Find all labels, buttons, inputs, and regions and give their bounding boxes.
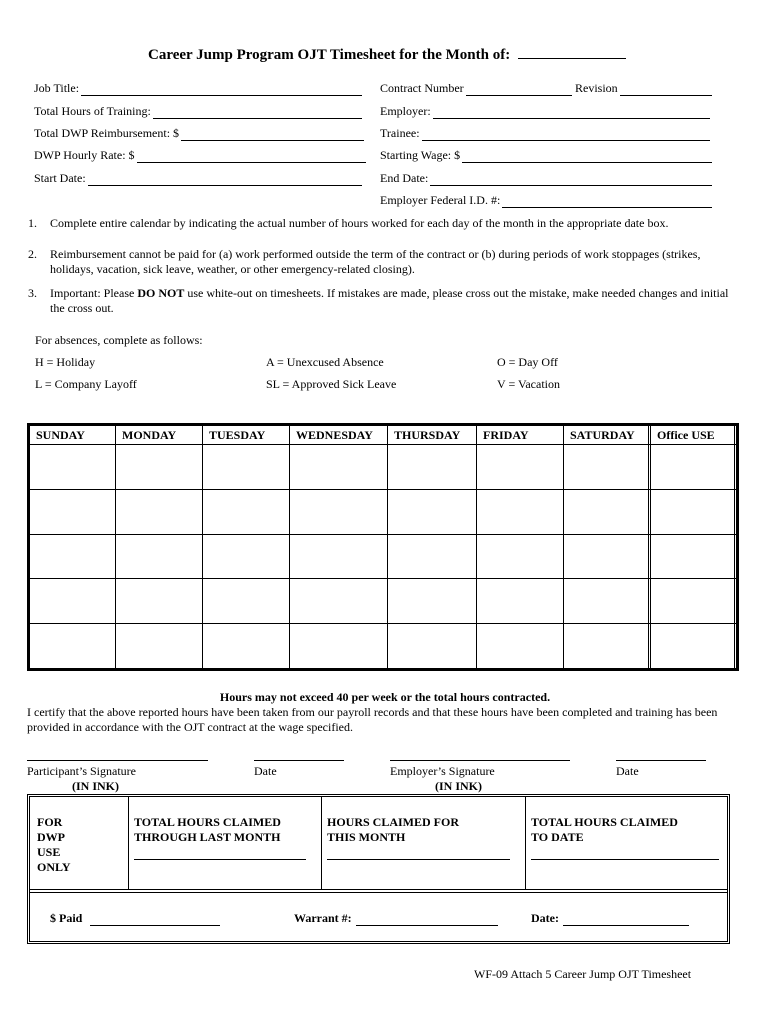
calendar-day-cell[interactable] [30, 624, 116, 669]
calendar-day-cell[interactable] [388, 445, 477, 490]
instruction-text-part: use white-out on timesheets. If mistakes are made, please cross out the mistake, make needed changes and initial the cross out. [50, 286, 729, 315]
employer-signature-line[interactable] [390, 760, 570, 761]
instruction-number: 1. [28, 216, 37, 230]
end-date-label: End Date: [380, 171, 429, 185]
calendar-day-cell[interactable] [477, 624, 564, 669]
dwp-col-hours-to-date [531, 815, 678, 845]
total-dwp-reimbursement-label: Total DWP Reimbursement: $ [34, 126, 180, 140]
dwp-for-line: FOR [37, 815, 63, 829]
participant-ink-note: (IN INK) [72, 779, 119, 793]
instruction-emphasis: DO NOT [137, 286, 185, 300]
calendar-day-cell[interactable] [290, 534, 388, 579]
dwp-col-line: TO DATE [531, 830, 584, 844]
calendar-day-cell[interactable] [116, 579, 203, 624]
employer-date-label: Date [616, 764, 639, 778]
calendar-day-cell[interactable] [203, 489, 290, 534]
total-hours-training-label: Total Hours of Training: [34, 104, 151, 118]
dwp-date-field[interactable] [531, 910, 689, 926]
employer-field[interactable] [380, 103, 710, 119]
paid-field[interactable] [50, 910, 220, 926]
calendar-week-row [30, 489, 738, 534]
calendar-day-cell[interactable] [116, 445, 203, 490]
office-use-cell[interactable] [651, 489, 738, 534]
dwp-hourly-rate-label: DWP Hourly Rate: $ [34, 148, 135, 162]
calendar-day-cell[interactable] [116, 534, 203, 579]
calendar-day-cell[interactable] [116, 624, 203, 669]
federal-id-field[interactable] [380, 192, 712, 208]
calendar-day-cell[interactable] [290, 489, 388, 534]
absence-code-sick-leave: SL = Approved Sick Leave [266, 377, 397, 391]
month-field[interactable] [518, 46, 626, 59]
calendar-day-cell[interactable] [388, 624, 477, 669]
calendar-day-cell[interactable] [203, 579, 290, 624]
contract-number-label: Contract Number [380, 81, 464, 95]
absence-code-unexcused: A = Unexcused Absence [266, 355, 384, 369]
participant-date-line[interactable] [254, 760, 344, 761]
dwp-use-only-box [27, 794, 730, 944]
federal-id-label: Employer Federal I.D. #: [380, 193, 501, 207]
start-date-field[interactable] [34, 170, 362, 186]
dwp-col-line: THROUGH LAST MONTH [134, 830, 281, 844]
dwp-hourly-rate-field[interactable] [34, 147, 366, 163]
calendar-header-friday: FRIDAY [477, 426, 564, 445]
calendar-header-sunday: SUNDAY [30, 426, 116, 445]
instruction-number: 3. [28, 286, 37, 300]
calendar-day-cell[interactable] [564, 579, 651, 624]
paid-label: $ Paid [50, 911, 83, 925]
start-date-label: Start Date: [34, 171, 86, 185]
contract-number-field[interactable] [380, 80, 572, 96]
calendar-header-office-use: Office USE [651, 426, 738, 445]
calendar-day-cell[interactable] [477, 445, 564, 490]
hours-limit-note: Hours may not exceed 40 per week or the total hours contracted. [219, 690, 551, 704]
starting-wage-field[interactable] [380, 147, 712, 163]
absence-code-vacation: V = Vacation [497, 377, 560, 391]
calendar-day-cell[interactable] [116, 489, 203, 534]
hours-this-month-input[interactable] [327, 859, 510, 860]
calendar-week-row [30, 534, 738, 579]
participant-signature-line[interactable] [27, 760, 208, 761]
office-use-cell[interactable] [651, 445, 738, 490]
calendar-day-cell[interactable] [388, 534, 477, 579]
office-use-cell[interactable] [651, 624, 738, 669]
certification-text: I certify that the above reported hours have been taken from our payroll records and that these hours have been completed and training has been provided in accordance with the OJT contract at the wage specified. [27, 705, 718, 734]
calendar-day-cell[interactable] [290, 579, 388, 624]
calendar-day-cell[interactable] [290, 445, 388, 490]
instruction-text [50, 286, 740, 316]
revision-field[interactable] [575, 80, 712, 96]
employer-label: Employer: [380, 104, 431, 118]
calendar-grid [27, 423, 739, 671]
dwp-divider [128, 797, 129, 889]
form-footer-id: WF-09 Attach 5 Career Jump OJT Timesheet [474, 967, 692, 981]
calendar-week-row [30, 445, 738, 490]
dwp-divider [321, 797, 322, 889]
calendar-day-cell[interactable] [477, 534, 564, 579]
dwp-for-use-label [37, 815, 71, 875]
dwp-col-line: TOTAL HOURS CLAIMED [134, 815, 281, 829]
hours-last-month-input[interactable] [134, 859, 306, 860]
calendar-day-cell[interactable] [477, 489, 564, 534]
calendar-header-wednesday: WEDNESDAY [290, 426, 388, 445]
absence-code-day-off: O = Day Off [497, 355, 558, 369]
job-title-field[interactable] [34, 80, 362, 96]
calendar-day-cell[interactable] [564, 534, 651, 579]
warrant-label: Warrant #: [294, 911, 352, 925]
starting-wage-label: Starting Wage: $ [380, 148, 461, 162]
calendar-header-row [30, 426, 738, 445]
trainee-field[interactable] [380, 125, 710, 141]
hours-to-date-input[interactable] [531, 859, 719, 860]
end-date-field[interactable] [380, 170, 712, 186]
calendar-day-cell[interactable] [388, 579, 477, 624]
employer-signature-label: Employer’s Signature [390, 764, 495, 778]
instruction-number: 2. [28, 247, 37, 261]
page-title-text: Career Jump Program OJT Timesheet for the Month of: [148, 47, 511, 63]
trainee-label: Trainee: [380, 126, 420, 140]
dwp-divider [525, 797, 526, 889]
dwp-col-line: TOTAL HOURS CLAIMED [531, 815, 678, 829]
dwp-col-line: THIS MONTH [327, 830, 406, 844]
calendar-day-cell[interactable] [203, 534, 290, 579]
calendar-day-cell[interactable] [564, 624, 651, 669]
warrant-field[interactable] [294, 910, 498, 926]
calendar-day-cell[interactable] [30, 534, 116, 579]
calendar-day-cell[interactable] [388, 489, 477, 534]
job-title-label: Job Title: [34, 81, 80, 95]
dwp-for-line: ONLY [37, 860, 71, 874]
absences-intro: For absences, complete as follows: [35, 333, 203, 347]
instruction-text: Complete entire calendar by indicating the actual number of hours worked for each day of the month in the appropriate date box. [50, 216, 669, 230]
dwp-date-label: Date: [531, 911, 559, 925]
absence-code-holiday: H = Holiday [35, 355, 96, 369]
dwp-for-line: DWP [37, 830, 65, 844]
office-use-cell[interactable] [651, 534, 738, 579]
calendar-day-cell[interactable] [564, 445, 651, 490]
calendar-day-cell[interactable] [30, 579, 116, 624]
calendar-header-tuesday: TUESDAY [203, 426, 290, 445]
dwp-col-line: HOURS CLAIMED FOR [327, 815, 460, 829]
calendar-header-thursday: THURSDAY [388, 426, 477, 445]
dwp-col-hours-this-month [327, 815, 459, 845]
calendar-header-monday: MONDAY [116, 426, 203, 445]
participant-signature-label: Participant’s Signature [27, 764, 136, 778]
page-title [148, 46, 626, 64]
calendar-week-row [30, 579, 738, 624]
revision-label: Revision [575, 81, 618, 95]
total-hours-training-field[interactable] [34, 103, 362, 119]
calendar-day-cell[interactable] [477, 579, 564, 624]
participant-date-label: Date [254, 764, 277, 778]
calendar-day-cell[interactable] [30, 445, 116, 490]
total-dwp-reimbursement-field[interactable] [34, 125, 364, 141]
calendar-day-cell[interactable] [564, 489, 651, 534]
calendar-header-saturday: SATURDAY [564, 426, 651, 445]
dwp-for-line: USE [37, 845, 61, 859]
calendar-day-cell[interactable] [30, 489, 116, 534]
instruction-text-part: Important: Please [50, 286, 138, 300]
calendar-day-cell[interactable] [290, 624, 388, 669]
absence-code-layoff: L = Company Layoff [35, 377, 137, 391]
calendar-day-cell[interactable] [203, 624, 290, 669]
dwp-lower-divider [30, 892, 727, 893]
calendar-day-cell[interactable] [203, 445, 290, 490]
employer-ink-note: (IN INK) [435, 779, 482, 793]
dwp-col-hours-last-month [134, 815, 281, 845]
calendar-week-row [30, 624, 738, 669]
employer-date-line[interactable] [616, 760, 706, 761]
instruction-text: Reimbursement cannot be paid for (a) work performed outside the term of the contract or (b) during periods of work stoppages (strikes, holidays, vacation, sick leave, weather, or other emergency-related closing). [50, 247, 701, 276]
office-use-cell[interactable] [651, 579, 738, 624]
